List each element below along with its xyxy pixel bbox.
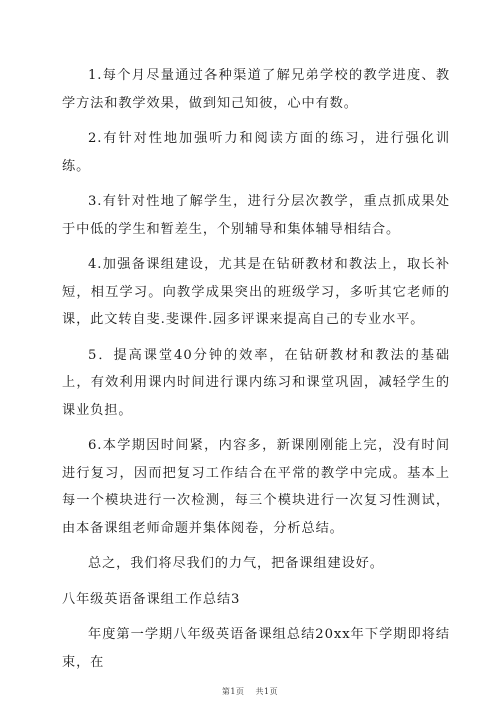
page-footer: [0, 686, 500, 697]
document-body: [62, 62, 450, 684]
section-heading: 八年级英语备课组工作总结3: [62, 591, 241, 607]
page-number-total: 共1页: [255, 687, 279, 696]
paragraph-conclusion: 总之，我们将尽我们的力气，把备课组建设好。: [88, 556, 384, 571]
page-number-current: 第1页: [221, 687, 245, 696]
paragraph-2: 2.有针对性地加强听力和阅读方面的练习，进行强化训练。: [62, 131, 450, 174]
paragraph-5: 5．提高课堂40分钟的效率，在钻研教材和教法的基础上，有效利用课内时间进行课内练习和课堂巩固，减轻学生的课业负担。: [62, 347, 450, 418]
paragraph-6: 6.本学期因时间紧，内容多，新课刚刚能上完，没有时间进行复习，因而把复习工作结合在平常的教学中完成。基本上每一个模块进行一次检测，每三个模块进行一次复习性测试，由本备课组老师命题并集体阅卷，分析总结。: [62, 438, 450, 536]
paragraph-4: 4.加强备课组建设，尤其是在钻研教材和教法上，取长补短，相互学习。向教学成果突出的班级学习，多听其它老师的课，此文转自斐.斐课件.园多评课来提高自己的专业水平。: [62, 257, 450, 327]
paragraph-3: 3.有针对性地了解学生，进行分层次教学，重点抓成果处于中低的学生和暂差生，个别辅导和集体辅导相结合。: [62, 194, 450, 237]
paragraph-continuation: 年度第一学期八年级英语备课组总结20xx年下学期即将结束，在: [62, 627, 450, 670]
paragraph-1: 1.每个月尽量通过各种渠道了解兄弟学校的教学进度、教学方法和教学效果，做到知己知彼，心中有数。: [62, 68, 450, 111]
